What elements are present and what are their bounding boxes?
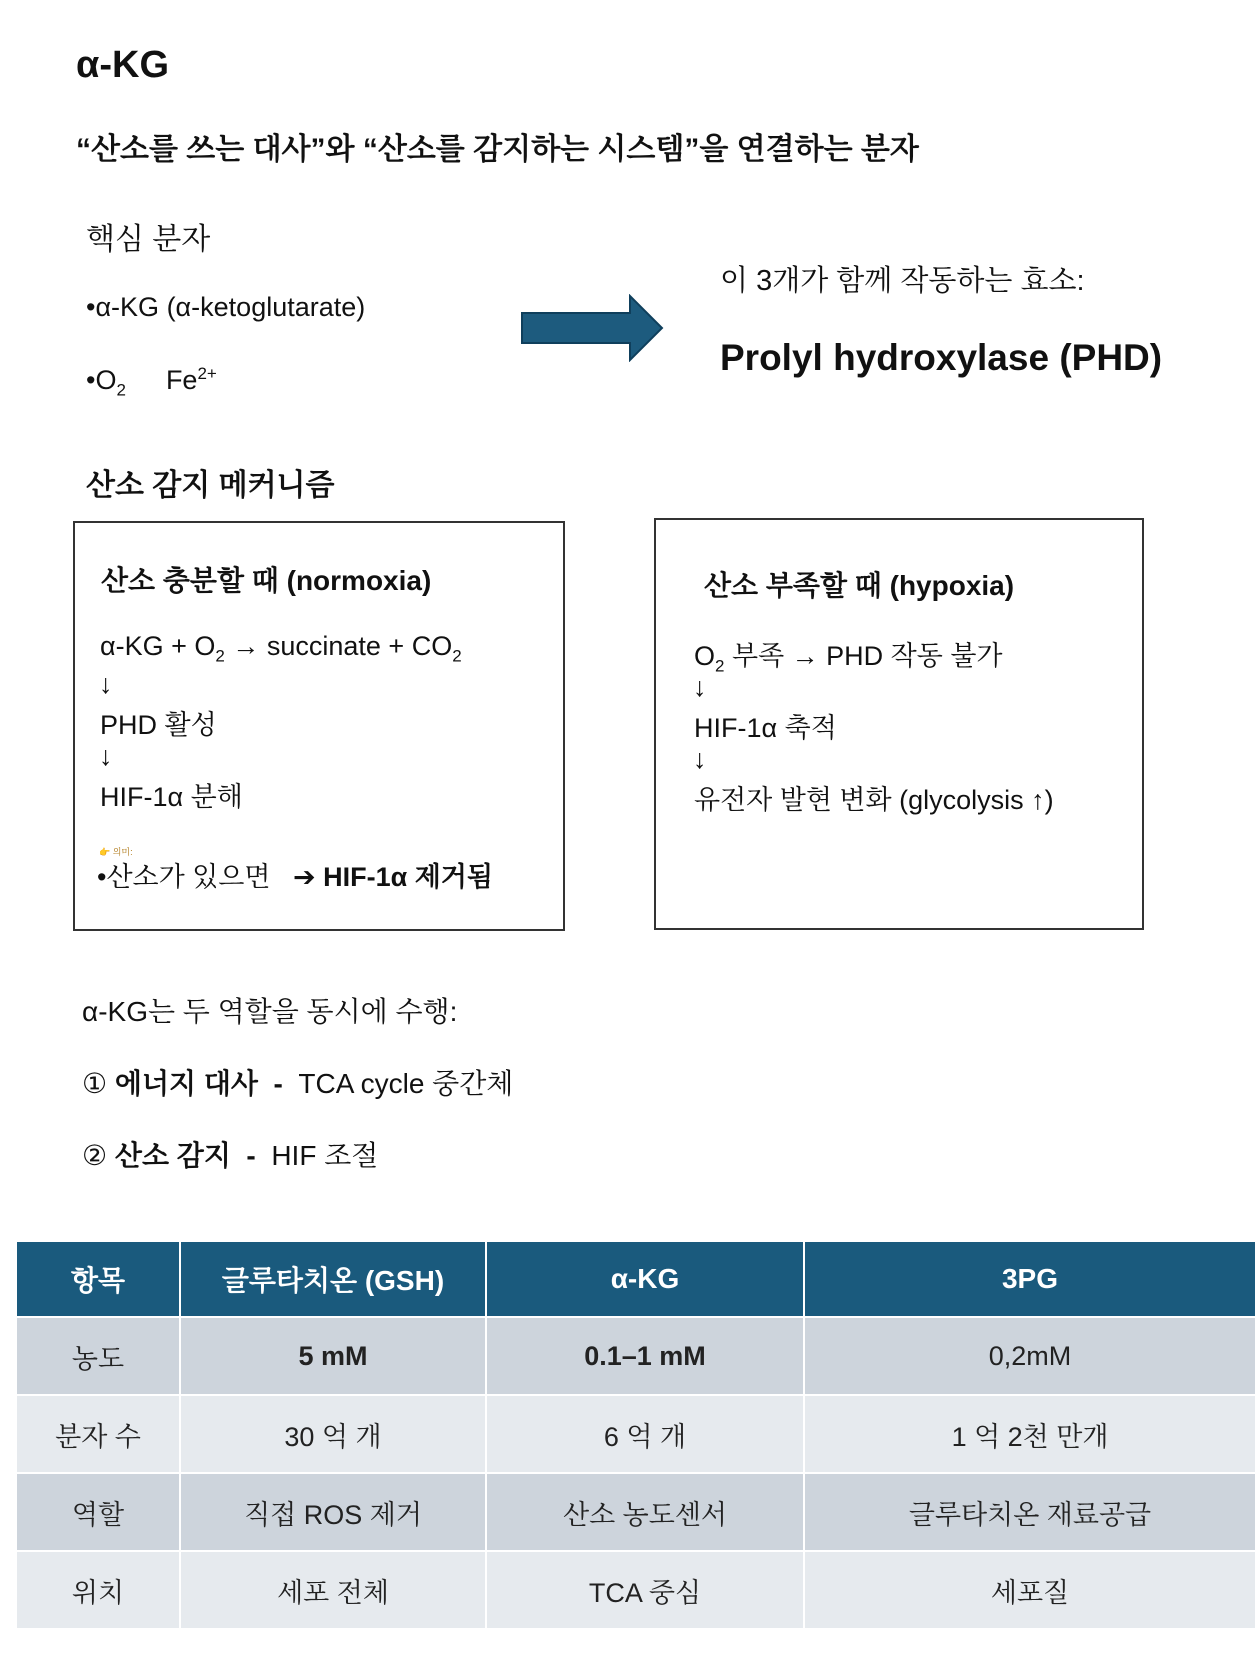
- page-title: α-KG: [76, 44, 170, 86]
- table-cell: 6 억 개: [486, 1395, 804, 1473]
- role-energy-metabolism: ① 에너지 대사 - TCA cycle 중간체: [82, 1068, 514, 1099]
- down-arrow-icon: ↓: [99, 741, 113, 771]
- normoxia-conclusion: •산소가 있으면 ➔ HIF-1α 제거됨: [97, 862, 493, 892]
- table-cell: 1 억 2천 만개: [804, 1395, 1256, 1473]
- table-cell: 직접 ROS 제거: [180, 1473, 486, 1551]
- core-item-o2-fe: $•O_2$ $Fe^{2+}$: [86, 364, 217, 400]
- hypoxia-box: [654, 518, 1144, 930]
- table-cell: 0,2mM: [804, 1317, 1256, 1395]
- comparison-table: [15, 1240, 1257, 1630]
- table-cell: 세포질: [804, 1551, 1256, 1629]
- table-cell: 0.1–1 mM: [486, 1317, 804, 1395]
- table-row: [16, 1395, 1256, 1473]
- normoxia-step-phd: PHD 활성: [100, 710, 217, 740]
- table-cell: 30 억 개: [180, 1395, 486, 1473]
- right-arrow-icon: [520, 294, 664, 362]
- table-cell: 세포 전체: [180, 1551, 486, 1629]
- hypoxia-step-hif: HIF-1α 축적: [694, 713, 837, 743]
- table-row: [16, 1551, 1256, 1629]
- bold-arrow-icon: ➔: [292, 862, 316, 892]
- table-row: [16, 1473, 1256, 1551]
- header-cell: 글루타치온 (GSH): [180, 1241, 486, 1317]
- table-cell: 분자 수: [16, 1395, 180, 1473]
- normoxia-equation: $\alpha-KG + O_2$ → succinate + $CO_2$: [100, 631, 462, 666]
- down-arrow-icon: ↓: [99, 669, 113, 699]
- down-arrow-icon: ↓: [693, 672, 707, 702]
- hypoxia-step-gene: 유전자 발현 변화 (glycolysis ↑): [694, 785, 1054, 815]
- header-cell: α-KG: [486, 1241, 804, 1317]
- normoxia-title: 산소 충분할 때 (normoxia): [101, 565, 432, 596]
- table-cell: 5 mM: [180, 1317, 486, 1395]
- normoxia-step-hif: HIF-1α 분해: [100, 782, 243, 812]
- table-cell: TCA 중심: [486, 1551, 804, 1629]
- table-cell: 글루타치온 재료공급: [804, 1473, 1256, 1551]
- core-molecules-heading: 핵심 분자: [86, 223, 211, 256]
- table-cell: 역할: [16, 1473, 180, 1551]
- hypoxia-line-o2: $O_2$ 부족 → PHD 작동 불가: [694, 641, 1003, 676]
- core-item-akg: •α-KG (α-ketoglutarate): [86, 292, 366, 322]
- down-arrow-icon: ↓: [693, 744, 707, 774]
- table-cell: 위치: [16, 1551, 180, 1629]
- meaning-note: 👉 의미:: [99, 847, 133, 857]
- normoxia-box: [73, 521, 565, 931]
- table-row: [16, 1317, 1256, 1395]
- hypoxia-title: 산소 부족할 때 (hypoxia): [704, 570, 1015, 601]
- header-cell: 3PG: [804, 1241, 1256, 1317]
- table-header-row: [16, 1241, 1256, 1317]
- table-cell: 농도: [16, 1317, 180, 1395]
- enzyme-label: 이 3개가 함께 작동하는 효소:: [720, 265, 1085, 297]
- enzyme-name: Prolyl hydroxylase (PHD): [720, 337, 1163, 378]
- header-cell: 항목: [16, 1241, 180, 1317]
- role-oxygen-sensing: ② 산소 감지 - HIF 조절: [82, 1140, 379, 1171]
- roles-heading: α-KG는 두 역할을 동시에 수행:: [82, 996, 458, 1027]
- table-cell: 산소 농도센서: [486, 1473, 804, 1551]
- mechanism-heading: 산소 감지 메커니즘: [86, 469, 335, 502]
- page-subtitle: “산소를 쓰는 대사”와 “산소를 감지하는 시스템”을 연결하는 분자: [76, 133, 919, 166]
